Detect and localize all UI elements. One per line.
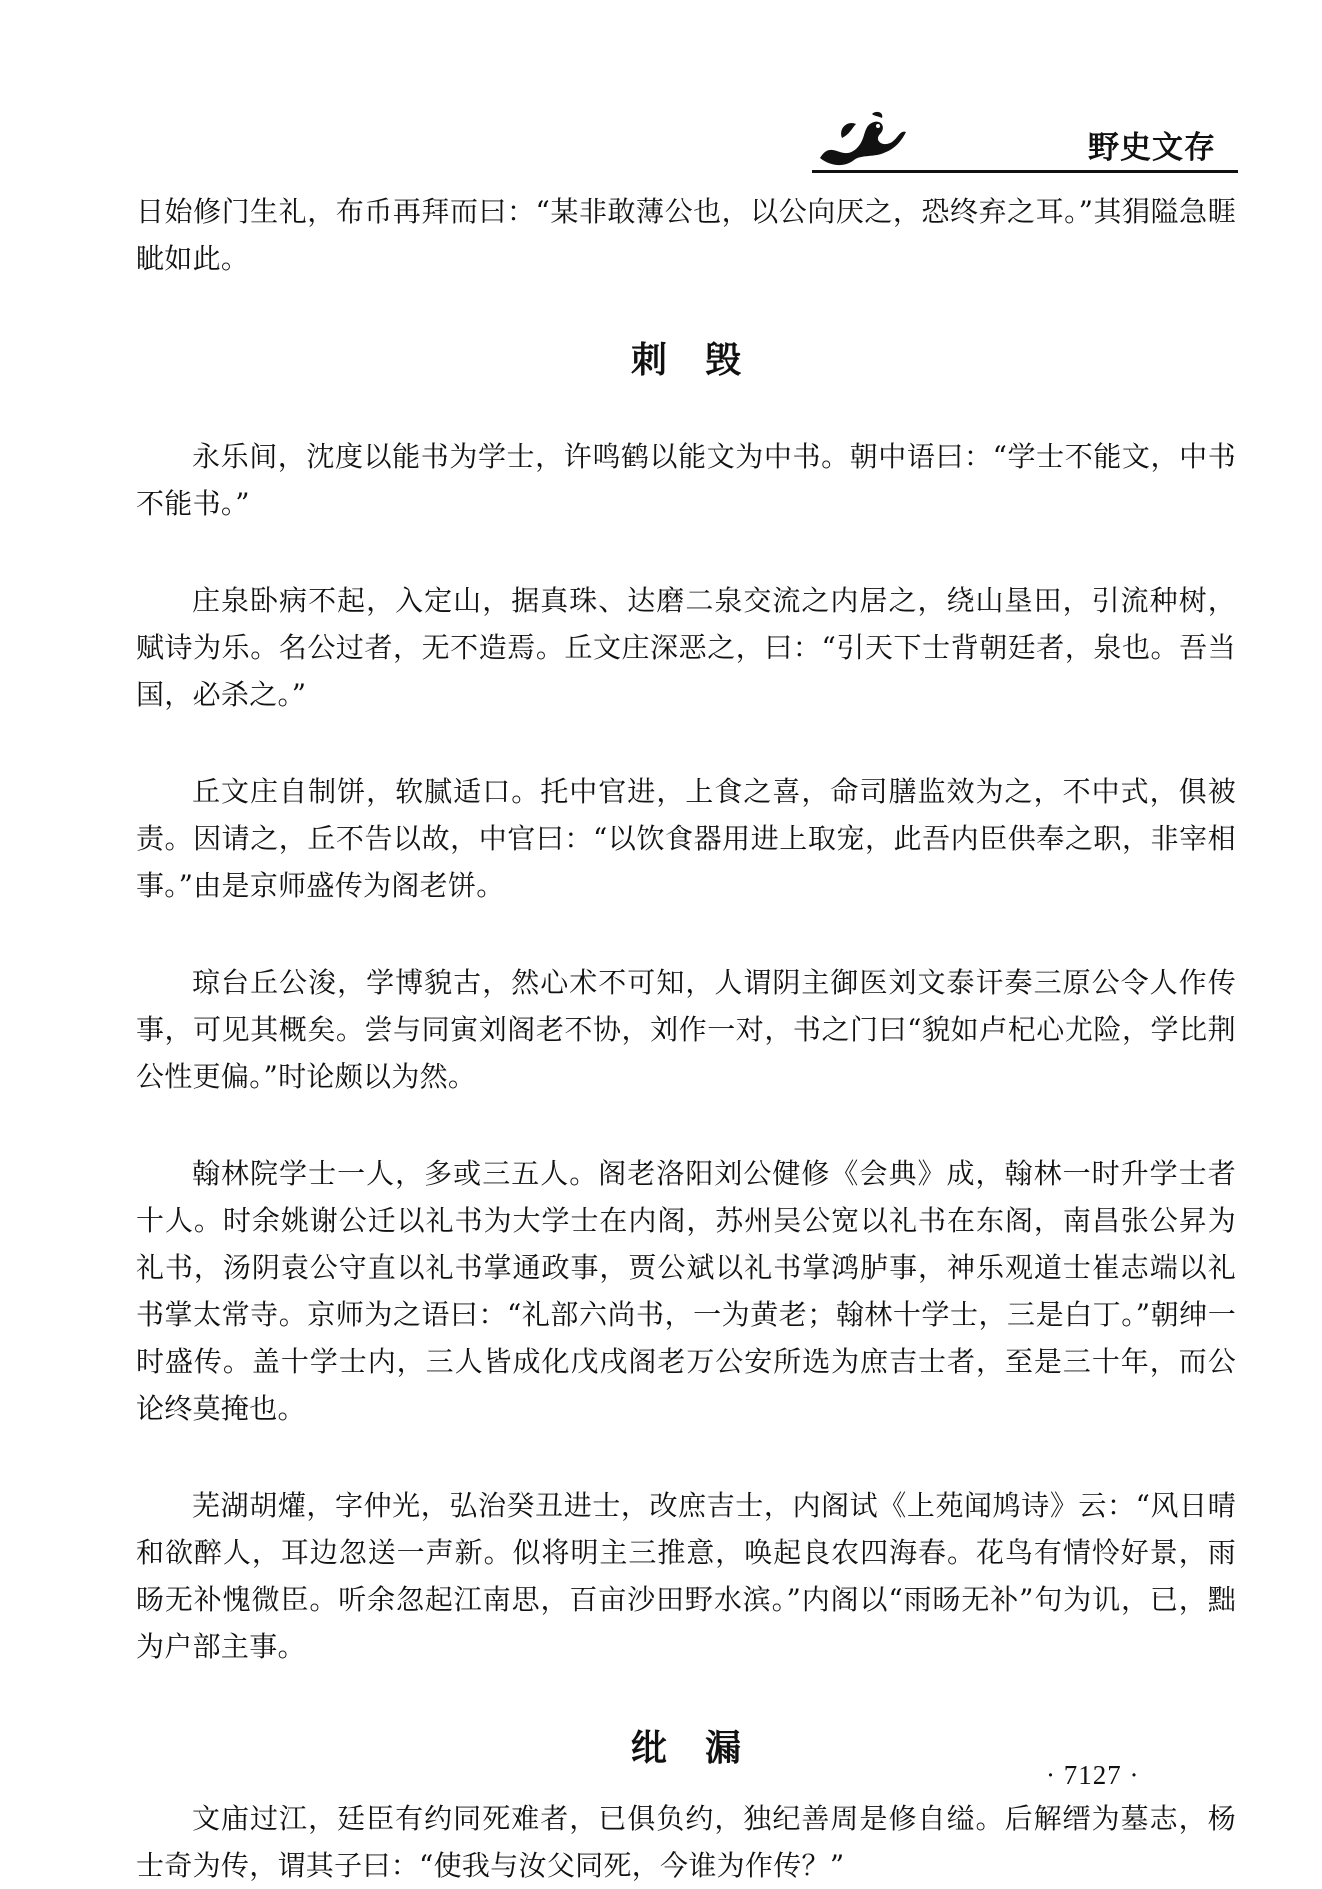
paragraph: 丘文庄自制饼，软腻适口。托中官进，上食之喜，命司膳监效为之，不中式，俱被责。因请之，丘不告以故，中官曰：“以饮食器用进上取宠，此吾内臣供奉之职，非宰相事。”由是京师盛传为阁老饼。 [136, 775, 1236, 902]
paragraph: 文庙过江，廷臣有约同死难者，已俱负约，独纪善周是修自缢。后解缙为墓志，杨士奇为传，谓其子曰：“使我与汝父同死，今谁为作传？” [136, 1802, 1236, 1882]
page-header [0, 0, 1322, 170]
spacer [136, 282, 1236, 332]
spacer [136, 1432, 1236, 1482]
paragraph: 翰林院学士一人，多或三五人。阁老洛阳刘公健修《会典》成，翰林一时升学士者十人。时余姚谢公迁以礼书为大学士在内阁，苏州吴公宽以礼书在东阁，南昌张公昇为礼书，汤阴袁公守直以礼书掌通政事，贾公斌以礼书掌鸿胪事，神乐观道士崔志端以礼书掌太常寺。京师为之语曰：“礼部六尚书，一为黄老；翰林十学士，三是白丁。”朝绅一时盛传。盖十学士内，三人皆成化戊戌阁老万公安所选为庶吉士者，至是三十年，而公论终莫掩也。 [136, 1157, 1236, 1425]
spacer [136, 718, 1236, 768]
spacer [136, 527, 1236, 577]
page-body [136, 188, 1236, 1889]
running-title: 野史文存 [1088, 130, 1216, 166]
paragraph: 庄泉卧病不起，入定山，据真珠、达磨二泉交流之内居之，绕山垦田，引流种树，赋诗为乐。名公过者，无不造焉。丘文庄深恶之，曰：“引天下士背朝廷者，泉也。吾当国，必杀之。” [136, 584, 1236, 711]
page-number: · 7127 · [1046, 1760, 1140, 1790]
spacer [136, 1100, 1236, 1150]
paragraph: 芜湖胡爟，字仲光，弘治癸丑进士，改庶吉士，内阁试《上苑闻鸠诗》云：“风日晴和欲醉人，耳边忽送一声新。似将明主三推意，唤起良农四海春。花鸟有情怜好景，雨旸无补愧微臣。听余忽起江南思，百亩沙田野水滨。”内阁以“雨旸无补”句为讥，已，黜为户部主事。 [136, 1489, 1236, 1663]
paragraph: 琼台丘公浚，学博貌古，然心术不可知，人谓阴主御医刘文泰讦奏三原公令人作传事，可见其概矣。尝与同寅刘阁老不协，刘作一对，书之门曰“貌如卢杞心尤险，学比荆公性更偏。”时论颇以为然。 [136, 966, 1236, 1093]
spacer [136, 1670, 1236, 1720]
spacer [136, 909, 1236, 959]
spacer [136, 383, 1236, 433]
section-title-cihui: 刺毁 [630, 339, 779, 381]
paragraph: 永乐间，沈度以能书为学士，许鸣鹤以能文为中书。朝中语曰：“学士不能文，中书不能书。” [136, 440, 1236, 520]
dragon-emblem-icon [812, 108, 912, 170]
header-rule [812, 170, 1238, 173]
continued-paragraph: 日始修门生礼，布币再拜而曰：“某非敢薄公也，以公向厌之，恐终弃之耳。”其狷隘急睚眦如此。 [136, 195, 1236, 275]
section-title-pilou: 纰漏 [630, 1727, 779, 1769]
